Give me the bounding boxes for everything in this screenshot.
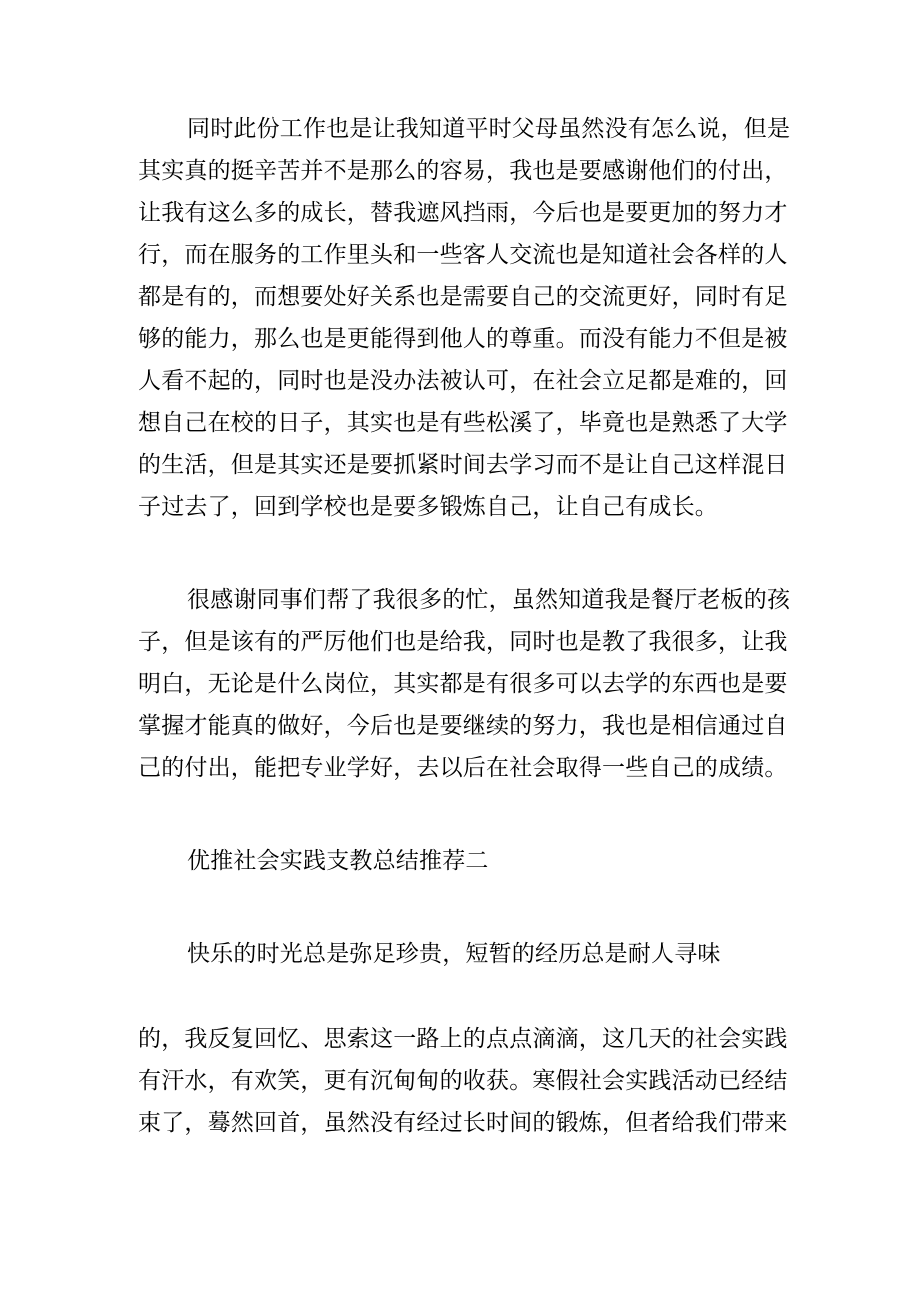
paragraph-2-line-1: 很感谢同事们帮了我很多的忙，虽然知道我是餐厅老板的孩 — [187, 587, 791, 613]
paragraph-2-line-2: 子，但是该有的严厉他们也是给我，同时也是教了我很多，让我 — [138, 629, 788, 655]
paragraph-1-line-2: 其实真的挺辛苦并不是那么的容易，我也是要感谢他们的付出， — [138, 158, 788, 184]
paragraph-1-line-3: 让我有这么多的成长，替我遮风挡雨，今后也是要更加的努力才 — [138, 200, 788, 226]
paragraph-4-line-2: 有汗水，有欢笑，更有沉甸甸的收获。寒假社会实践活动已经结 — [138, 1068, 788, 1094]
paragraph-1-line-4: 行，而在服务的工作里头和一些客人交流也是知道社会各样的人 — [138, 242, 788, 268]
paragraph-1-line-1: 同时此份工作也是让我知道平时父母虽然没有怎么说，但是 — [187, 116, 791, 142]
section-heading: 优推社会实践支教总结推荐二 — [187, 848, 489, 874]
paragraph-1-line-9: 的生活，但是其实还是要抓紧时间去学习而不是让自己这样混日 — [138, 452, 788, 478]
paragraph-4-line-1: 的，我反复回忆、思索这一路上的点点滴滴，这几天的社会实践 — [138, 1026, 788, 1052]
paragraph-1-line-8: 想自己在校的日子，其实也是有些松溪了，毕竟也是熟悉了大学 — [138, 410, 788, 436]
paragraph-1-line-7: 人看不起的，同时也是没办法被认可，在社会立足都是难的，回 — [138, 368, 788, 394]
paragraph-4-line-3: 束了，蓦然回首，虽然没有经过长时间的锻炼，但者给我们带来 — [138, 1110, 788, 1136]
paragraph-2-line-4: 掌握才能真的做好，今后也是要继续的努力，我也是相信通过自 — [138, 713, 788, 739]
paragraph-1-line-6: 够的能力，那么也是更能得到他人的尊重。而没有能力不但是被 — [138, 326, 788, 352]
paragraph-1-line-5: 都是有的，而想要处好关系也是需要自己的交流更好，同时有足 — [138, 284, 788, 310]
paragraph-2-line-5: 己的付出，能把专业学好，去以后在社会取得一些自己的成绩。 — [138, 755, 788, 781]
paragraph-3-line-1: 快乐的时光总是弥足珍贵，短暂的经历总是耐人寻味 — [187, 941, 721, 967]
paragraph-2-line-3: 明白，无论是什么岗位，其实都是有很多可以去学的东西也是要 — [138, 671, 788, 697]
paragraph-1-line-10: 子过去了，回到学校也是要多锻炼自己，让自己有成长。 — [138, 494, 718, 520]
